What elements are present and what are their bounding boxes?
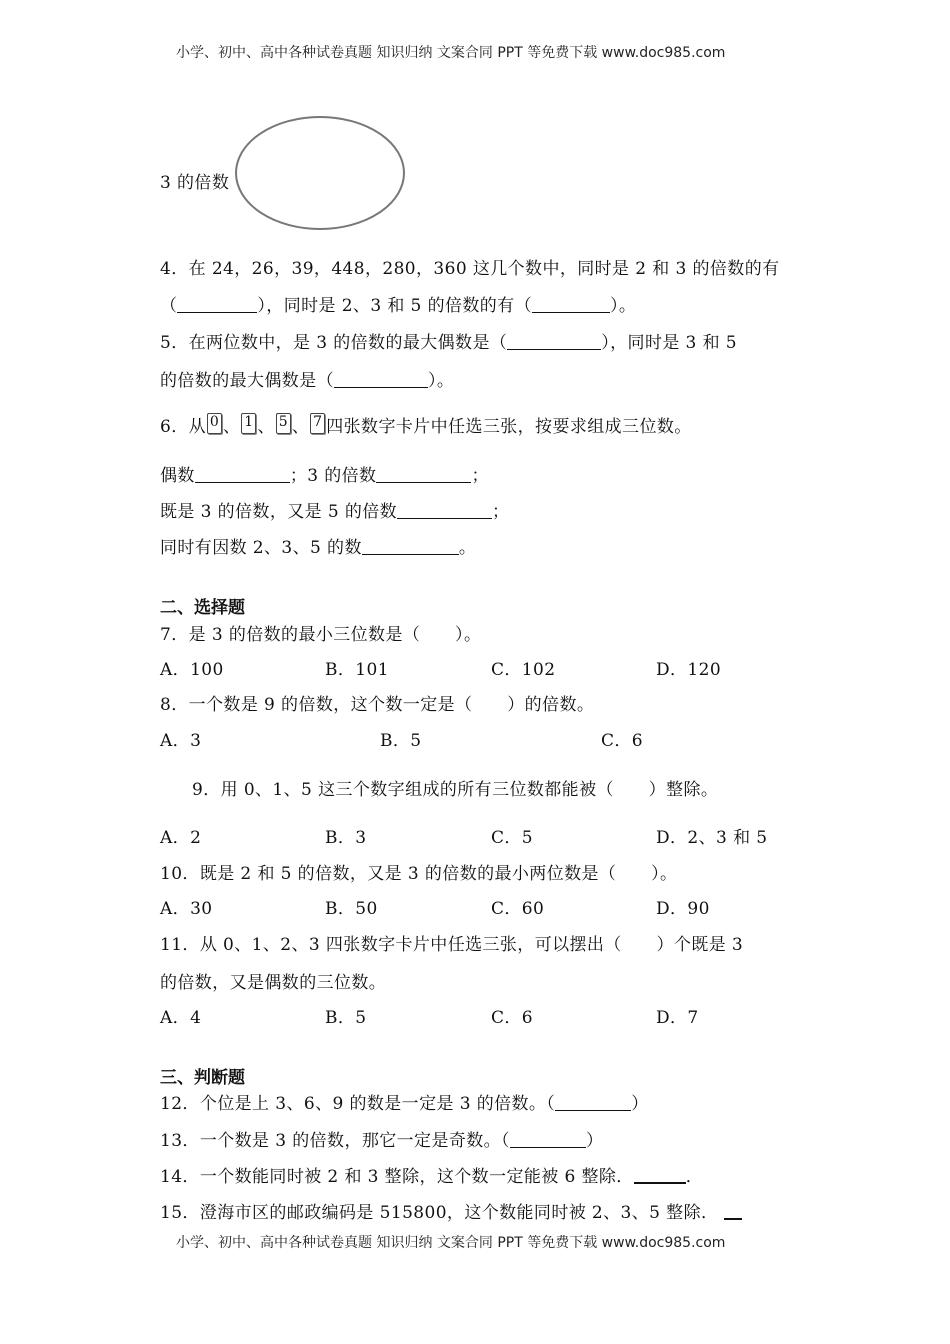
q14 [160, 1162, 703, 1187]
q10-option-a[interactable]: A．30 [160, 899, 213, 919]
q6-period: 。 [458, 538, 477, 558]
q10-stem: 10．既是 2 和 5 的倍数，又是 3 的倍数的最小两位数是（ ）。 [160, 864, 678, 884]
q4-text-a: （ [160, 296, 178, 316]
q6-even-blank[interactable] [195, 466, 290, 483]
q10-option-c[interactable]: C．60 [491, 899, 545, 919]
q6-sep: 、 [223, 417, 241, 437]
q8-stem: 8．一个数是 9 的倍数，这个数一定是（ ）的倍数。 [160, 695, 595, 715]
q5-line2 [160, 366, 454, 391]
q4-blank-1[interactable] [177, 296, 257, 313]
q6-sep: 、 [257, 417, 275, 437]
q6-semi: ； [471, 466, 489, 486]
q5-text-a: 5．在两位数中，是 3 的倍数的最大偶数是（ [160, 333, 508, 353]
q9-option-c[interactable]: C．5 [491, 828, 534, 848]
q12-blank[interactable] [555, 1094, 631, 1111]
q5-line1 [160, 328, 737, 353]
q11-option-d[interactable]: D．7 [656, 1008, 699, 1028]
q14-blank[interactable] [634, 1166, 686, 1184]
q6-factors-label: 同时有因数 2、3、5 的数 [160, 538, 362, 558]
q5-text-b: ），同时是 3 和 5 [601, 333, 737, 353]
q6-even-label: 偶数 [160, 466, 195, 486]
q13-blank[interactable] [510, 1131, 586, 1148]
q10-option-d[interactable]: D．90 [656, 899, 710, 919]
q11-option-b[interactable]: B．5 [325, 1008, 367, 1028]
q12 [160, 1089, 649, 1114]
q7-stem: 7．是 3 的倍数的最小三位数是（ ）。 [160, 625, 482, 645]
q6-line4 [160, 533, 476, 558]
q6-mult35-blank[interactable] [397, 502, 492, 519]
q4-blank-2[interactable] [532, 296, 610, 313]
q5-blank-2[interactable] [334, 371, 428, 388]
q6-factors-blank[interactable] [362, 538, 459, 555]
q4-text-b: ），同时是 2、3 和 5 的倍数的有（ [257, 296, 532, 316]
q13 [160, 1126, 603, 1151]
q4-text-c: ）。 [609, 296, 637, 316]
q6-line2 [160, 461, 489, 486]
q12-text: 12．个位是上 3、6、9 的数是一定是 3 的倍数。（ [160, 1094, 556, 1114]
digit-card-5: 5 [276, 413, 291, 434]
q13-text: 13．一个数是 3 的倍数，那它一定是奇数。（ [160, 1131, 510, 1151]
q7-option-c[interactable]: C．102 [491, 660, 556, 680]
q8-option-a[interactable]: A．3 [160, 731, 202, 751]
q8-option-b[interactable]: B．5 [380, 731, 422, 751]
section-title-choice: 二、选择题 [160, 598, 245, 618]
q6-mult3-blank[interactable] [376, 466, 471, 483]
q6-semi: ； [492, 502, 510, 522]
q5-text-c: 的倍数的最大偶数是（ [160, 371, 334, 391]
q11-option-a[interactable]: A．4 [160, 1008, 202, 1028]
q10-option-b[interactable]: B．50 [325, 899, 378, 919]
q12-close: ） [631, 1094, 649, 1114]
q6-prefix: 6．从 [160, 417, 207, 437]
page-footer: 小学、初中、高中各种试卷真题 知识归纳 文案合同 PPT 等免费下载 www.doc985.com [176, 1235, 726, 1251]
q11-line2: 的倍数，又是偶数的三位数。 [160, 973, 387, 993]
q7-option-a[interactable]: A．100 [160, 660, 224, 680]
q5-text-d: ）。 [428, 371, 455, 391]
digit-card-0: 0 [207, 413, 222, 434]
q11-line1: 11．从 0、1、2、3 四张数字卡片中任选三张，可以摆出（ ）个既是 3 [160, 935, 744, 955]
q15-text: 15．澄海市区的邮政编码是 515800，这个数能同时被 2、3、5 整除． [160, 1203, 719, 1223]
q6-semi: ； [289, 466, 308, 486]
q15-blank[interactable] [724, 1202, 742, 1220]
q6-line3 [160, 497, 509, 522]
q14-text: 14．一个数能同时被 2 和 3 整除，这个数一定能被 6 整除． [160, 1167, 634, 1187]
q7-option-b[interactable]: B．101 [325, 660, 389, 680]
q14-period: ． [685, 1167, 704, 1187]
section-title-judge: 三、判断题 [160, 1068, 245, 1088]
q4-line2 [160, 291, 636, 316]
q9-option-d[interactable]: D．2、3 和 5 [656, 828, 768, 848]
digit-card-7: 7 [310, 413, 325, 434]
q9-stem: 9．用 0、1、5 这三个数字组成的所有三位数都能被（ ）整除。 [192, 780, 719, 800]
q15 [160, 1198, 742, 1223]
q6-sep: 、 [291, 417, 310, 437]
q6-mult35-label: 既是 3 的倍数，又是 5 的倍数 [160, 502, 398, 522]
page-header: 小学、初中、高中各种试卷真题 知识归纳 文案合同 PPT 等免费下载 www.doc985.com [176, 45, 726, 61]
q13-close: ） [585, 1131, 604, 1151]
q9-option-a[interactable]: A．2 [160, 828, 202, 848]
q6-mult3-label: 3 的倍数 [307, 466, 377, 486]
q5-blank-1[interactable] [507, 333, 601, 350]
set-oval [230, 112, 410, 234]
digit-card-1: 1 [241, 413, 256, 434]
q6-line1 [160, 412, 692, 437]
q6-suffix: 四张数字卡片中任选三张，按要求组成三位数。 [326, 417, 692, 437]
set-label: 3 的倍数 [160, 173, 230, 193]
q9-option-b[interactable]: B．3 [325, 828, 367, 848]
q8-option-c[interactable]: C．6 [601, 731, 644, 751]
q4-line1: 4．在 24，26，39，448，280，360 这几个数中，同时是 2 和 3 的倍数的有 [160, 259, 780, 279]
q11-option-c[interactable]: C．6 [491, 1008, 534, 1028]
q7-option-d[interactable]: D．120 [656, 660, 722, 680]
